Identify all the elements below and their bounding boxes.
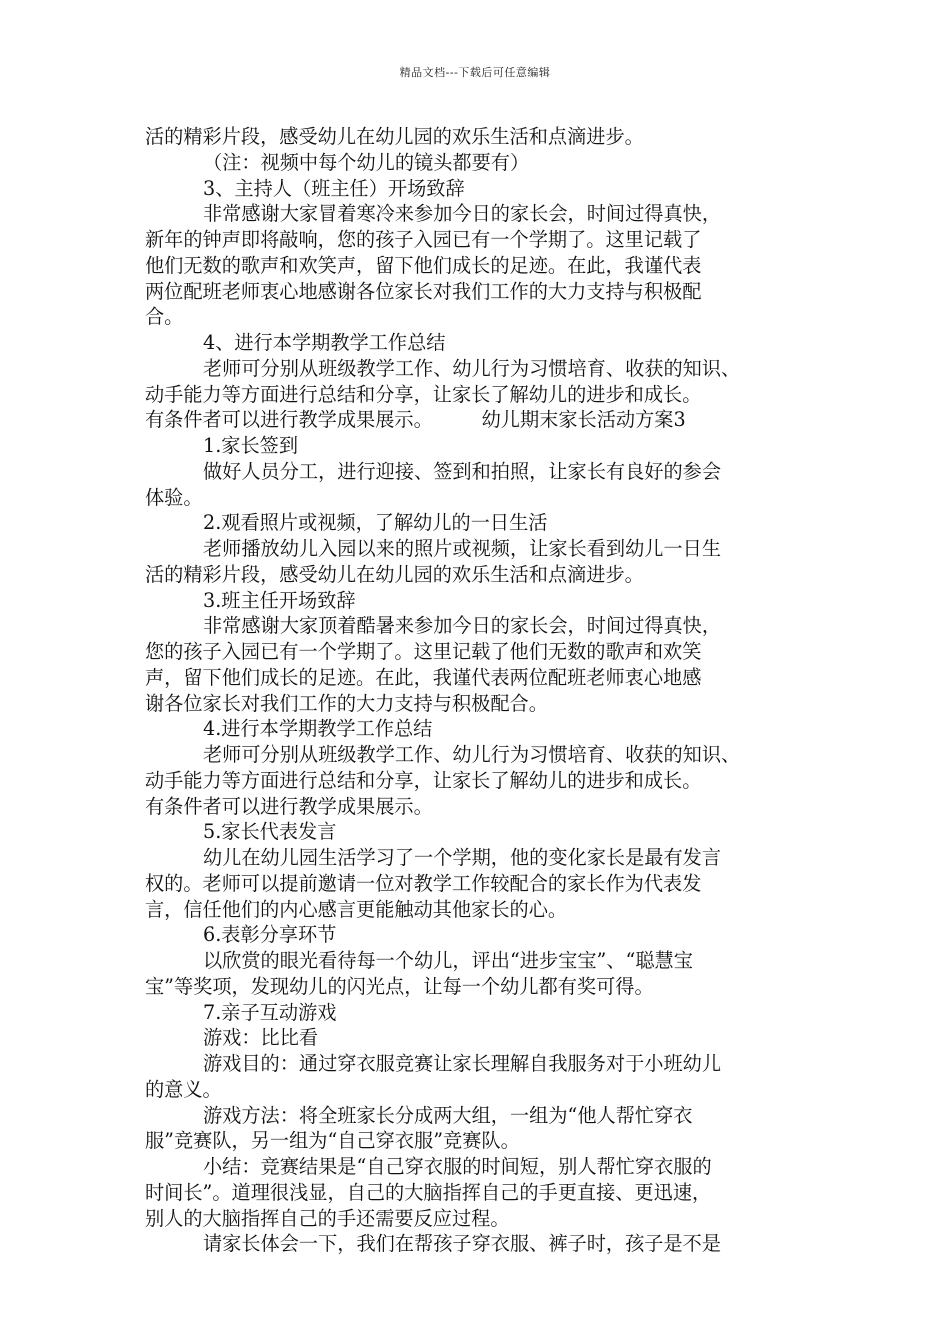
text-line: 3.班主任开场致辞 — [203, 588, 356, 612]
text-line: 游戏：比比看 — [203, 1026, 319, 1050]
text-line: 以欣赏的眼光看待每一个幼儿，评出“进步宝宝”、“聪慧宝 — [203, 949, 693, 972]
text-line: 活的精彩片段，感受幼儿在幼儿园的欢乐生活和点滴进步。 — [145, 125, 644, 148]
text-line: 游戏方法：将全班家长分成两大组，一组为“他人帮忙穿衣 — [203, 1103, 693, 1127]
text-line: 两位配班老师衷心地感谢各位家长对我们工作的大力支持与积极配 — [145, 279, 702, 303]
text-line: 时间长”。道理很浅显，自己的大脑指挥自己的手更直接、更迅速， — [145, 1180, 712, 1204]
text-line: 动手能力等方面进行总结和分享，让家长了解幼儿的进步和成长。 — [145, 382, 702, 406]
text-line: 动手能力等方面进行总结和分享，让家长了解幼儿的进步和成长。 — [145, 768, 702, 792]
text-line: 老师可分别从班级教学工作、幼儿行为习惯培育、收获的知识、 — [203, 356, 741, 380]
text-line: 老师可分别从班级教学工作、幼儿行为习惯培育、收获的知识、 — [203, 743, 741, 766]
text-line: 体验。 — [145, 485, 203, 509]
text-line: 服”竞赛队，另一组为“自己穿衣服”竞赛队。 — [145, 1129, 520, 1153]
text-line: 1.家长签到 — [203, 434, 299, 457]
text-line: 4.进行本学期教学工作总结 — [203, 717, 433, 741]
text-line: 3、主持人（班主任）开场致辞 — [203, 176, 465, 200]
text-line: 做好人员分工，进行迎接、签到和拍照，让家长有良好的参会 — [203, 459, 722, 483]
text-line: 您的孩子入园已有一个学期了。这里记载了他们无数的歌声和欢笑 — [145, 640, 702, 663]
text-line: 2.观看照片或视频，了解幼儿的一日生活 — [203, 511, 548, 535]
text-line: 老师播放幼儿入园以来的照片或视频，让家长看到幼儿一日生 — [203, 537, 722, 560]
document-body — [145, 124, 810, 1257]
text-line: 5.家长代表发言 — [203, 820, 337, 844]
text-line: 游戏目的：通过穿衣服竞赛让家长理解自我服务对于小班幼儿 — [203, 1052, 722, 1075]
text-line: 言，信任他们的内心感言更能触动其他家长的心。 — [145, 897, 568, 921]
text-line: 活的精彩片段，感受幼儿在幼儿园的欢乐生活和点滴进步。 — [145, 562, 644, 586]
text-line: 谢各位家长对我们工作的大力支持与积极配合。 — [145, 691, 548, 715]
text-line: 权的。老师可以提前邀请一位对教学工作较配合的家长作为代表发 — [145, 871, 702, 895]
text-line: 有条件者可以进行教学成果展示。 — [145, 794, 433, 818]
text-line: 他们无数的歌声和欢笑声，留下他们成长的足迹。在此，我谨代表 — [145, 253, 702, 277]
text-line: 非常感谢大家冒着寒冷来参加今日的家长会，时间过得真快， — [203, 202, 722, 226]
text-line: （注：视频中每个幼儿的镜头都要有） — [203, 150, 530, 174]
text-line: 幼儿在幼儿园生活学习了一个学期，他的变化家长是最有发言 — [203, 846, 722, 869]
text-line: 别人的大脑指挥自己的手还需要反应过程。 — [145, 1206, 510, 1230]
text-line: 新年的钟声即将敲响，您的孩子入园已有一个学期了。这里记载了 — [145, 228, 702, 251]
text-line: 非常感谢大家顶着酷暑来参加今日的家长会，时间过得真快， — [203, 614, 722, 638]
text-line: 6.表彰分享环节 — [203, 923, 337, 947]
text-line: 小结：竞赛结果是“自己穿衣服的时间短，别人帮忙穿衣服的 — [203, 1155, 712, 1178]
text-line: 的意义。 — [145, 1077, 222, 1101]
text-line: 宝”等奖项，发现幼儿的闪光点，让每一个幼儿都有奖可得。 — [145, 974, 654, 998]
text-line: 7.亲子互动游戏 — [203, 1000, 337, 1024]
text-line: 有条件者可以进行教学成果展示。 幼儿期末家长活动方案3 — [145, 408, 686, 432]
text-line: 请家长体会一下，我们在帮孩子穿衣服、裤子时，孩子是不是 — [203, 1232, 722, 1256]
page-header: 精品文档---下载后可任意编辑 — [399, 66, 551, 79]
text-line: 4、进行本学期教学工作总结 — [203, 331, 446, 354]
text-line: 合。 — [145, 305, 184, 329]
text-line: 声，留下他们成长的足迹。在此，我谨代表两位配班老师衷心地感 — [145, 665, 702, 689]
